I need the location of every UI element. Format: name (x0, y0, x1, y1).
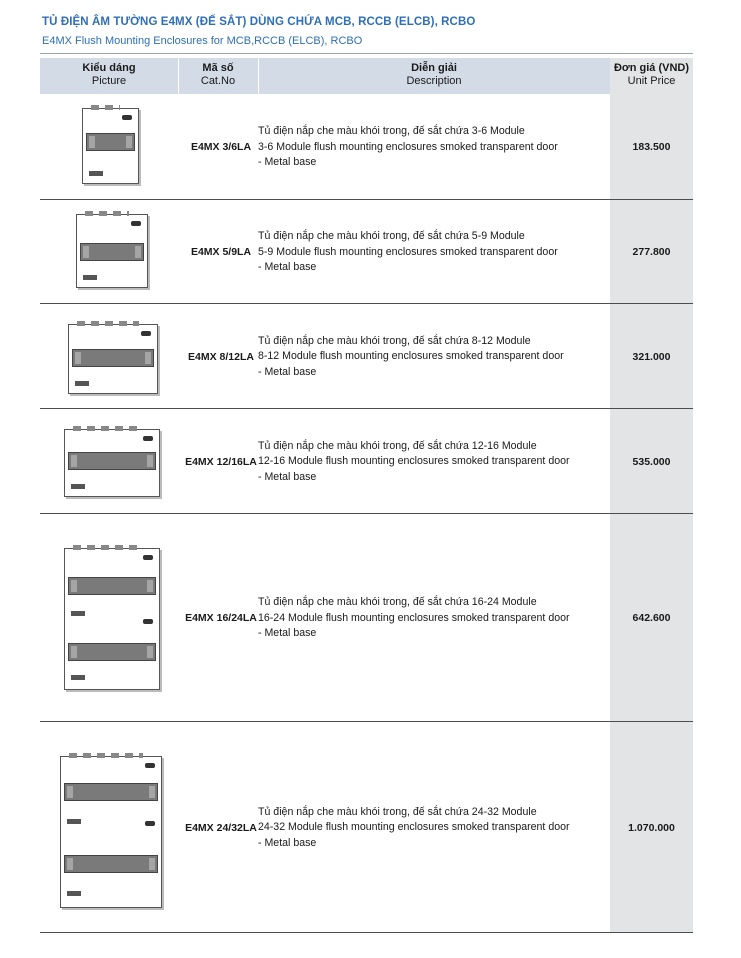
description-base: - Metal base (258, 365, 317, 378)
description-en: 24-32 Module flush mounting enclosures smoked transparent door (258, 820, 570, 833)
description (258, 333, 610, 380)
header-price-en: Unit Price (627, 75, 676, 87)
enclosure-illustration (64, 548, 160, 690)
enclosure-illustration (68, 324, 158, 394)
description (258, 229, 610, 276)
header-cat-vi: Mã số (202, 62, 234, 74)
product-image (40, 722, 178, 933)
description-vi: Tủ điện nắp che màu khói trong, đế sắt chứa 16-24 Module (258, 595, 537, 608)
table-row (40, 200, 693, 304)
description-vi: Tủ điện nắp che màu khói trong, đế sắt chứa 12-16 Module (258, 439, 537, 452)
description-en: 12-16 Module flush mounting enclosures smoked transparent door (258, 454, 570, 467)
header-cat (178, 62, 258, 88)
description (258, 804, 610, 851)
description-vi: Tủ điện nắp che màu khói trong, đế sắt chứa 24-32 Module (258, 805, 537, 818)
header-desc-vi: Diễn giải (411, 62, 457, 74)
header-desc (258, 62, 610, 88)
description-base: - Metal base (258, 260, 317, 273)
unit-price: 277.800 (632, 246, 671, 258)
description-vi: Tủ điện nắp che màu khói trong, đế sắt chứa 3-6 Module (258, 124, 525, 137)
header-cat-en: Cat.No (200, 75, 236, 87)
page-title-english: E4MX Flush Mounting Enclosures for MCB,RCCB (ELCB), RCBO (42, 35, 363, 47)
description (258, 595, 610, 642)
cat-number: E4MX 12/16LA (185, 455, 257, 468)
unit-price: 183.500 (632, 141, 671, 153)
product-image (40, 94, 178, 200)
unit-price: 1.070.000 (628, 821, 675, 834)
enclosure-illustration (76, 214, 148, 288)
enclosure-illustration (82, 108, 139, 184)
table-row (40, 409, 693, 514)
title-divider (40, 53, 693, 54)
description-base: - Metal base (258, 155, 317, 168)
description-en: 3-6 Module flush mounting enclosures smoked transparent door (258, 140, 558, 153)
table-row (40, 94, 693, 200)
unit-price: 321.000 (632, 350, 671, 363)
header-desc-en: Description (406, 75, 462, 87)
table-row (40, 514, 693, 722)
enclosure-illustration (60, 756, 162, 908)
description-vi: Tủ điện nắp che màu khói trong, đế sắt chứa 8-12 Module (258, 334, 531, 347)
header-price-vi: Đơn giá (VND) (613, 62, 690, 74)
header-picture-vi: Kiểu dáng (82, 62, 136, 74)
row-divider (40, 932, 693, 933)
product-image (40, 409, 178, 514)
page-title-vietnamese: TỦ ĐIỆN ÂM TƯỜNG E4MX (ĐẾ SẮT) DÙNG CHỨA MCB, RCCB (ELCB), RCBO (42, 16, 476, 28)
description-en: 5-9 Module flush mounting enclosures smoked transparent door (258, 245, 558, 258)
description-en: 8-12 Module flush mounting enclosures smoked transparent door (258, 349, 564, 362)
description-base: - Metal base (258, 626, 317, 639)
table-row (40, 722, 693, 933)
header-price (610, 62, 693, 88)
description-en: 16-24 Module flush mounting enclosures smoked transparent door (258, 611, 570, 624)
header-picture (40, 62, 178, 88)
description (258, 438, 610, 485)
product-image (40, 304, 178, 409)
cat-number: E4MX 24/32LA (185, 821, 257, 834)
description-base: - Metal base (258, 470, 317, 483)
cat-number: E4MX 3/6LA (190, 141, 252, 153)
product-image (40, 514, 178, 722)
cat-number: E4MX 5/9LA (190, 246, 252, 258)
description-vi: Tủ điện nắp che màu khói trong, đế sắt chứa 5-9 Module (258, 229, 525, 242)
unit-price: 642.600 (632, 612, 671, 624)
header-picture-en: Picture (91, 75, 127, 87)
table-header (40, 58, 693, 94)
unit-price: 535.000 (632, 455, 671, 468)
product-image (40, 200, 178, 304)
description-base: - Metal base (258, 836, 317, 849)
table-row (40, 304, 693, 409)
cat-number: E4MX 8/12LA (188, 350, 254, 363)
enclosure-illustration (64, 429, 160, 497)
cat-number: E4MX 16/24LA (185, 612, 257, 624)
description (258, 124, 610, 171)
